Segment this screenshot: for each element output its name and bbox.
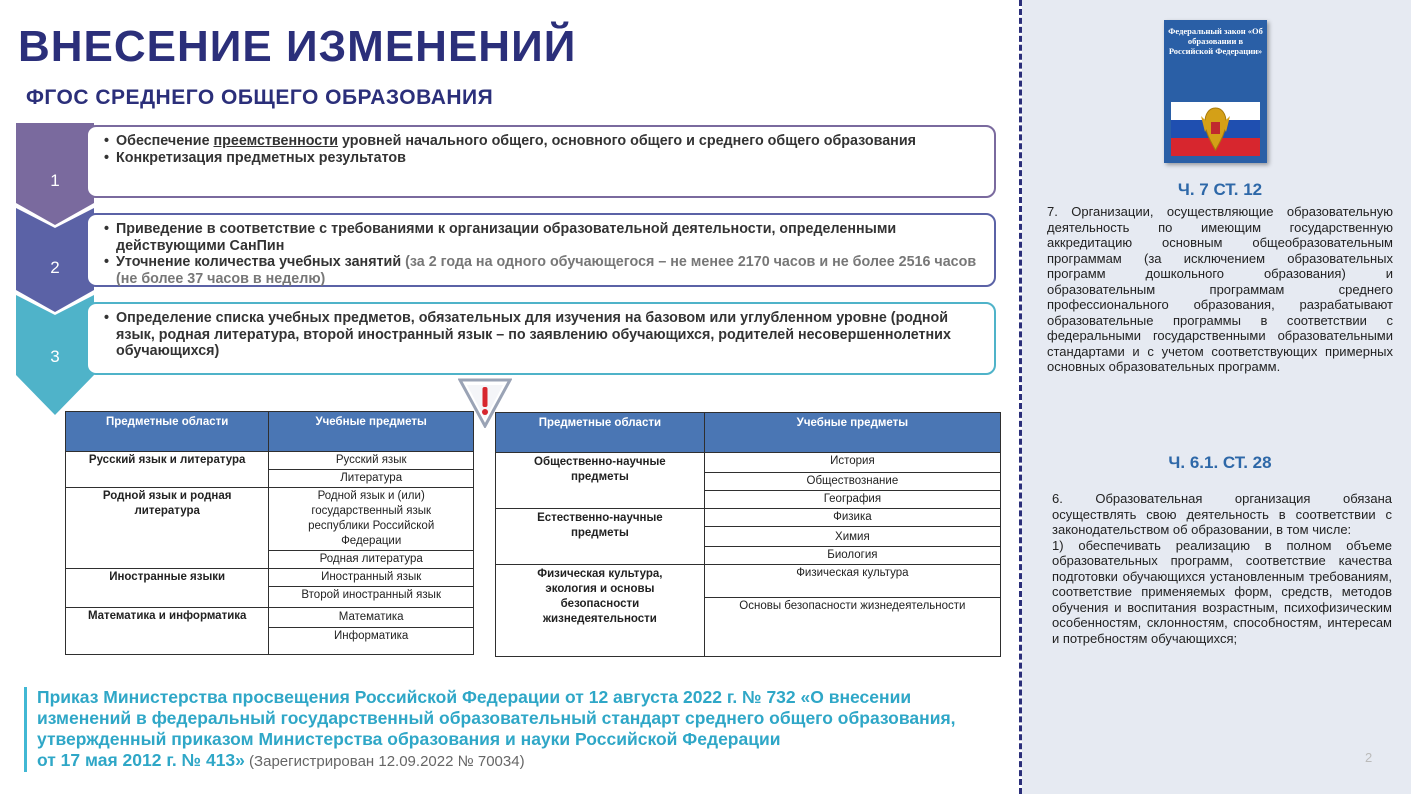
subjects-table-right xyxy=(495,412,1001,657)
law-book-cover xyxy=(1164,20,1267,163)
subject-cell: Математика xyxy=(269,608,474,628)
subject-area-cell: Естественно-научные предметы xyxy=(496,509,705,565)
order-line: от 17 мая 2012 г. № 413» (Зарегистрирован 12.09.2022 № 70034) xyxy=(37,750,525,770)
ministry-order-citation xyxy=(24,687,1037,772)
table-row xyxy=(66,569,474,587)
table-header-row xyxy=(496,413,1001,453)
subject-cell: Родная литература xyxy=(269,551,474,569)
subject-area-cell: Общественно-научные предметы xyxy=(496,453,705,509)
column-header: Предметные области xyxy=(66,412,269,452)
subjects-table-left xyxy=(65,411,474,655)
column-header: Учебные предметы xyxy=(269,412,474,452)
table-header-row xyxy=(66,412,474,452)
step1-bullet-2: • Конкретизация предметных результатов xyxy=(102,150,984,167)
table-row xyxy=(66,452,474,470)
column-header: Учебные предметы xyxy=(704,413,1000,453)
subject-cell: Второй иностранный язык xyxy=(269,587,474,608)
dashed-divider xyxy=(1019,0,1022,794)
table-row xyxy=(496,565,1001,598)
subject-area-cell: Физическая культура, экология и основы безопасности жизнедеятельности xyxy=(496,565,705,657)
step-number-1: 1 xyxy=(50,171,60,190)
subject-cell: Биология xyxy=(704,547,1000,565)
step1-bullet-1: • Обеспечение преемственности уровней начального общего, основного общего и среднего общего образования xyxy=(102,133,984,150)
subject-area-cell: Русский язык и литература xyxy=(66,452,269,488)
step-box-1 xyxy=(86,125,996,198)
section-title-art28: Ч. 6.1. СТ. 28 xyxy=(1168,453,1272,472)
subject-cell: Русский язык xyxy=(269,452,474,470)
subject-cell: Химия xyxy=(704,527,1000,547)
order-line: Приказ Министерства просвещения Российской Федерации от 12 августа 2022 г. № 732 «О внесении xyxy=(37,687,912,707)
subject-cell: История xyxy=(704,453,1000,473)
table-row xyxy=(496,453,1001,473)
subject-area-cell: Иностранные языки xyxy=(66,569,269,608)
page-title: ВНЕСЕНИЕ ИЗМЕНЕНИЙ xyxy=(18,22,577,71)
subject-cell: Основы безопасности жизнедеятельности xyxy=(704,598,1000,657)
section-text-art28: 6. Образовательная организация обязана осуществлять свою деятельность в соответствии с законодательством об образовании, в том числе: 1) обеспечивать реализацию в полном объеме образовательных программ, соответствие качества подготовки обучающихся установленным требованиям, соответствие применяемых форм, средств, методов обучения и воспитания возрастным, психофизическим особенностям, склонностям, способностям, интересам и потребностям обучающихся; xyxy=(1052,491,1392,646)
subject-cell: Иностранный язык xyxy=(269,569,474,587)
subject-cell: Обществознание xyxy=(704,473,1000,491)
step3-bullet-1: • Определение списка учебных предметов, обязательных для изучения на базовом или углубленном уровне (родной язык, родная литература, второй иностранный язык – по заявлению обучающихся, родителей несовершеннолетних обучающихся) xyxy=(102,310,984,360)
step-number-3: 3 xyxy=(50,347,60,366)
column-header: Предметные области xyxy=(496,413,705,453)
registration-note: (Зарегистрирован 12.09.2022 № 70034) xyxy=(244,753,525,770)
subject-area-cell: Родной язык и родная литература xyxy=(66,488,269,569)
step2-bullet-2: • Уточнение количества учебных занятий (за 2 года на одного обучающегося – не менее 2170 часов и не более 2516 часов (не более 37 часов в неделю) xyxy=(102,254,984,287)
subject-cell: Литература xyxy=(269,470,474,488)
subject-cell: Физическая культура xyxy=(704,565,1000,598)
subject-area-cell: Математика и информатика xyxy=(66,608,269,655)
step-box-3 xyxy=(86,302,996,375)
subject-cell: География xyxy=(704,491,1000,509)
book-title: Федеральный закон «Об образовании в Российской Федерации» xyxy=(1168,26,1263,56)
order-line: утвержденный приказом Министерства образования и науки Российской Федерации xyxy=(37,729,781,749)
table-row xyxy=(496,509,1001,527)
subject-cell: Физика xyxy=(704,509,1000,527)
russian-flag-emblem-icon xyxy=(1171,102,1260,156)
table-row xyxy=(66,488,474,551)
page-number: 2 xyxy=(1365,750,1373,765)
page-subtitle: ФГОС СРЕДНЕГО ОБЩЕГО ОБРАЗОВАНИЯ xyxy=(26,86,494,109)
section-title-art12: Ч. 7 СТ. 12 xyxy=(1177,180,1263,199)
order-line: изменений в федеральный государственный образовательный стандарт среднего общего образования, xyxy=(37,708,956,728)
subject-cell: Информатика xyxy=(269,628,474,655)
step-number-2: 2 xyxy=(50,258,60,277)
subject-cell: Родной язык и (или) государственный язык республики Российской Федерации xyxy=(269,488,474,551)
step2-bullet-1: • Приведение в соответствие с требованиями к организации образовательной деятельности, определенными действующими СанПин xyxy=(102,221,984,254)
table-row xyxy=(66,608,474,628)
step-box-2 xyxy=(86,213,996,287)
section-text-art12: 7. Организации, осуществляющие образовательную деятельность по имеющим государственную аккредитацию основным общеобразовательным программам (за исключением образовательных программ дошкольного образования) и образовательным программам среднего профессионального образования, разрабатывают образовательные программы в соответствии с федеральными государственными образовательными стандартами и с учетом соответствующих примерных основных образовательных программ. xyxy=(1047,204,1393,374)
